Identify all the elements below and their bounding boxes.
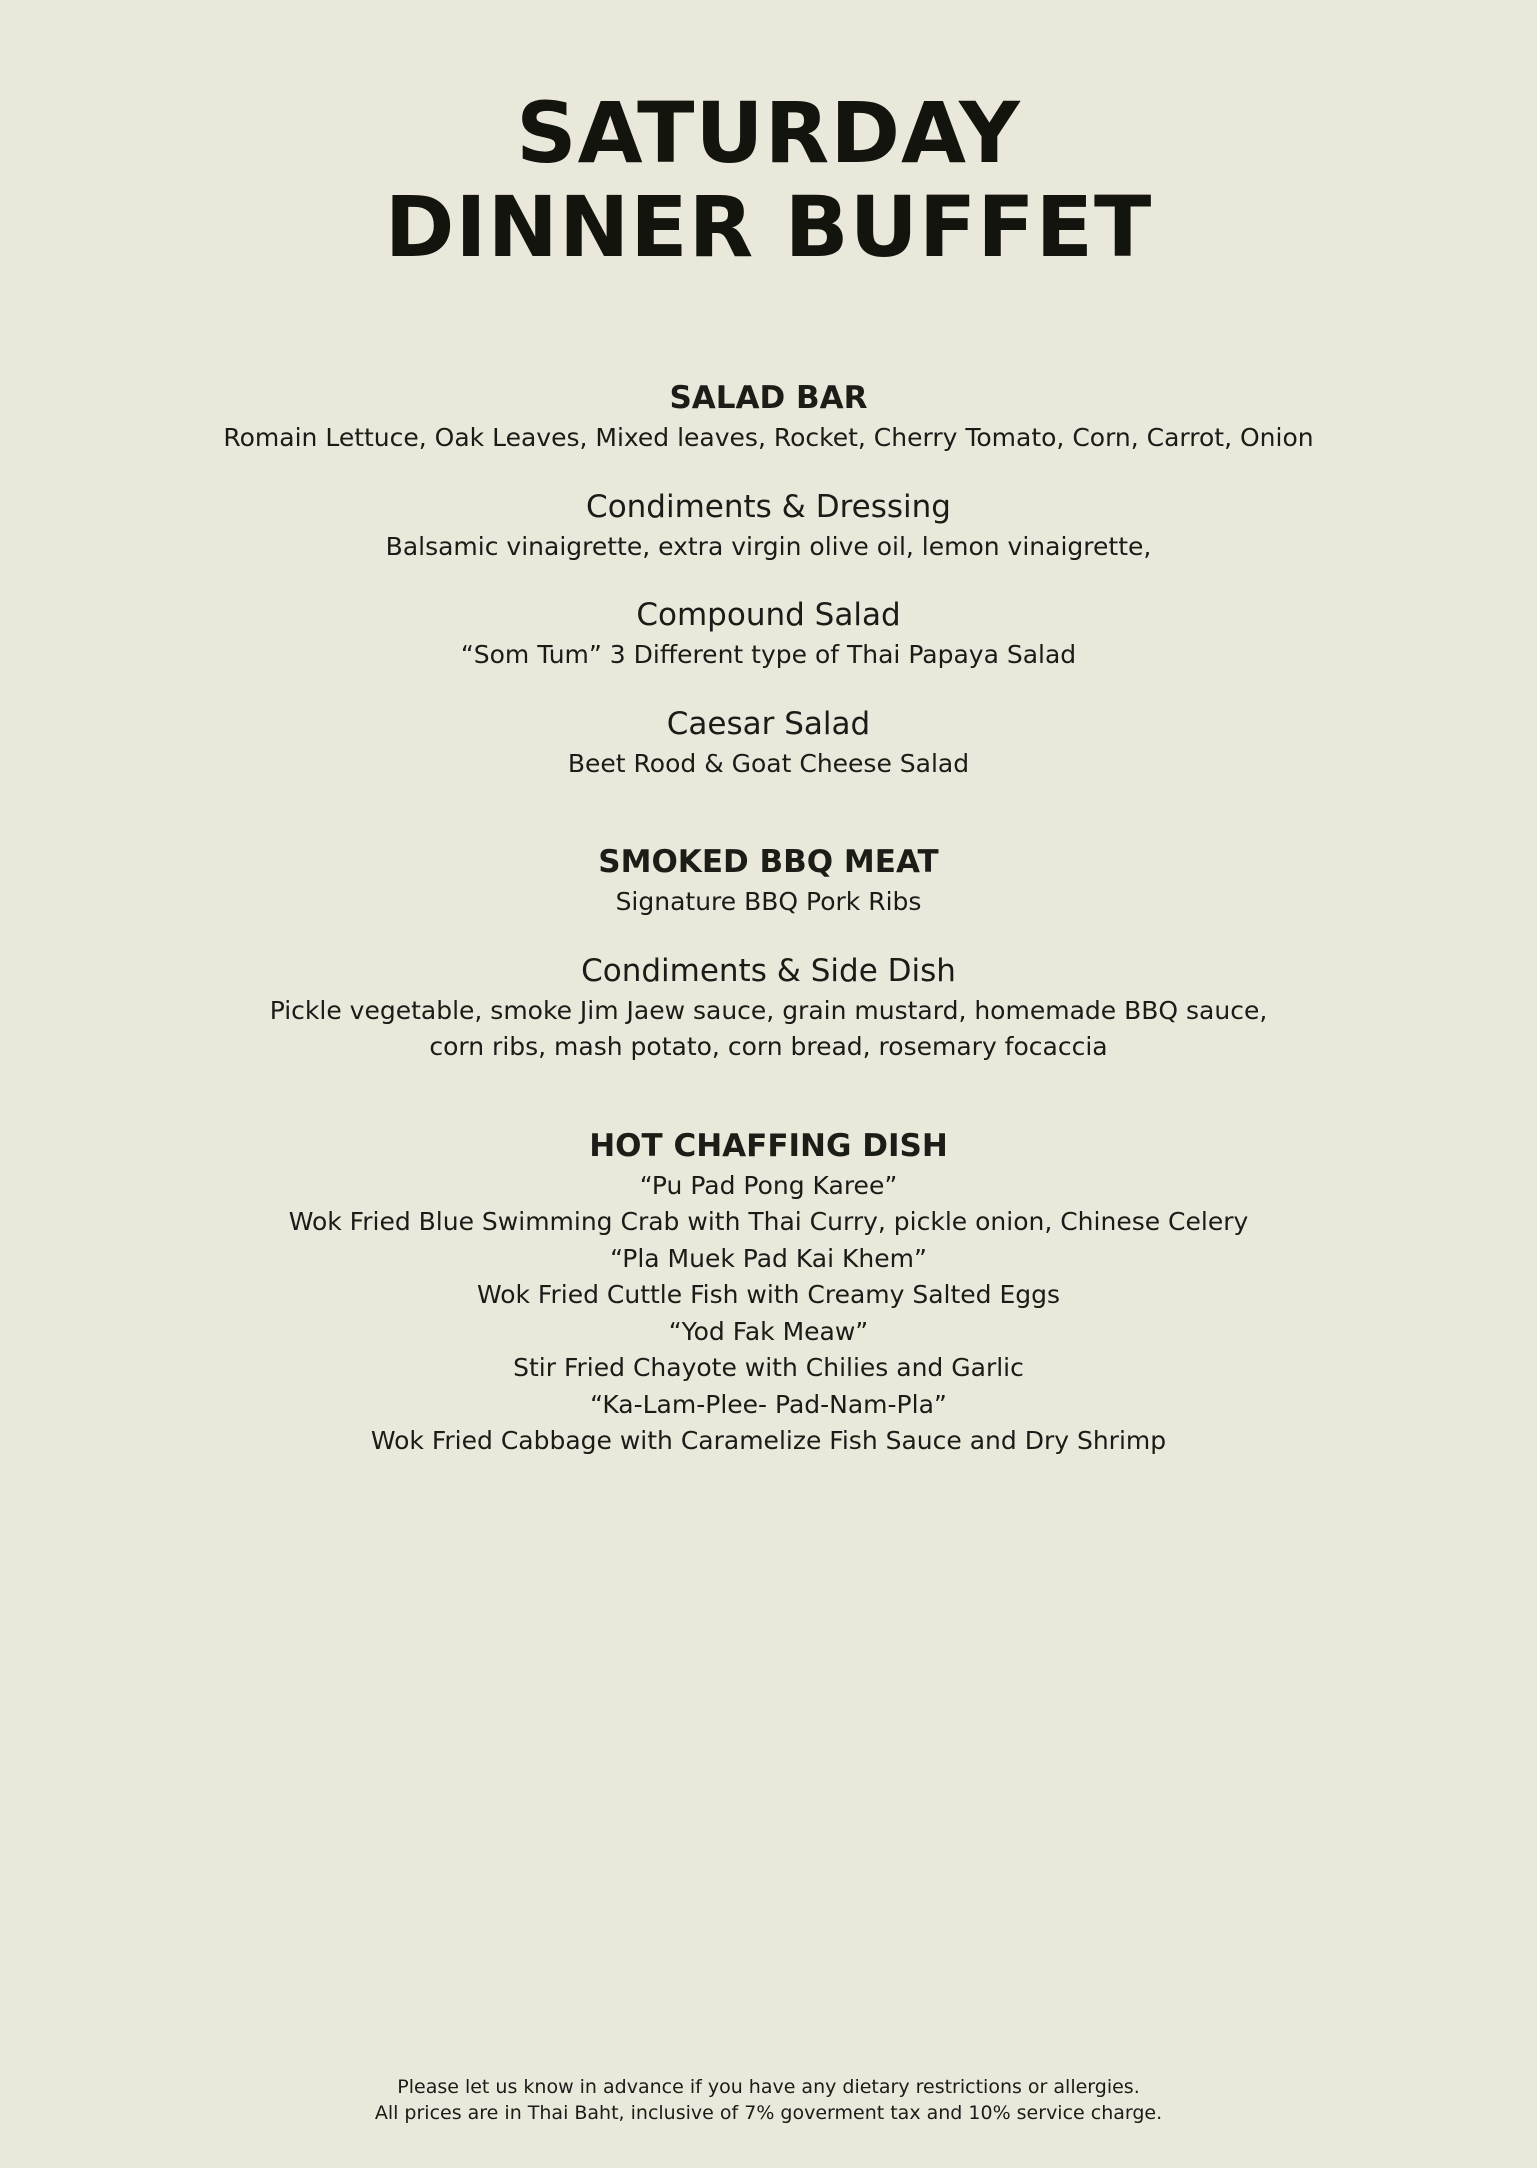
dish-name: “Pla Muek Pad Kai Khem” <box>610 1243 927 1273</box>
group-heading: Condiments & Side Dish <box>581 952 956 989</box>
section-smoked-bbq-meat <box>0 840 1537 1066</box>
dish-description: Wok Fried Blue Swimming Crab with Thai Curry, pickle onion, Chinese Celery <box>288 1207 1249 1236</box>
group-heading: Caesar Salad <box>666 705 871 742</box>
menu-group <box>0 949 1537 1066</box>
menu-group <box>0 593 1537 674</box>
footer-price-note: All prices are in Thai Baht, inclusive of 7% goverment tax and 10% service charge. <box>374 2102 1163 2124</box>
footer-note <box>0 2074 1537 2126</box>
section-heading: SALAD BAR <box>669 380 868 416</box>
menu-item: Balsamic vinaigrette, extra virgin olive oil, lemon vinaigrette, <box>385 531 1152 561</box>
group-heading: Condiments & Dressing <box>586 488 951 525</box>
dish-description: Stir Fried Chayote with Chilies and Garlic <box>513 1353 1024 1382</box>
menu-item: Pickle vegetable, smoke Jim Jaew sauce, grain mustard, homemade BBQ sauce, <box>269 995 1268 1025</box>
menu-group <box>0 485 1537 566</box>
menu-content <box>0 376 1537 1460</box>
page-title <box>0 86 1537 274</box>
section-hot-chaffing-dish <box>0 1124 1537 1460</box>
footer-allergy-note: Please let us know in advance if you have any dietary restrictions or allergies. <box>397 2076 1140 2098</box>
dish-name: “Ka-Lam-Plee- Pad-Nam-Pla” <box>590 1389 947 1419</box>
section-heading: SMOKED BBQ MEAT <box>598 844 939 880</box>
menu-item: Beet Rood & Goat Cheese Salad <box>567 748 970 778</box>
menu-group <box>0 376 1537 457</box>
title-line-2: DINNER BUFFET <box>384 178 1153 276</box>
dish-description: Wok Fried Cuttle Fish with Creamy Salted Eggs <box>476 1280 1061 1309</box>
menu-group <box>0 1124 1537 1460</box>
title-line-1: SATURDAY <box>516 84 1021 182</box>
menu-group <box>0 840 1537 921</box>
group-heading: Compound Salad <box>636 597 901 633</box>
section-heading: HOT CHAFFING DISH <box>589 1127 948 1164</box>
menu-item: Signature BBQ Pork Ribs <box>615 887 922 916</box>
dish-name: “Yod Fak Meaw” <box>668 1316 869 1346</box>
menu-item: Romain Lettuce, Oak Leaves, Mixed leaves, Rocket, Cherry Tomato, Corn, Carrot, Onion <box>223 423 1314 452</box>
menu-item: “Som Tum” 3 Different type of Thai Papaya Salad <box>460 640 1077 669</box>
menu-group <box>0 702 1537 783</box>
section-salad-bar <box>0 376 1537 782</box>
menu-item: corn ribs, mash potato, corn bread, rosemary focaccia <box>429 1032 1108 1061</box>
dish-description: Wok Fried Cabbage with Caramelize Fish Sauce and Dry Shrimp <box>370 1426 1167 1455</box>
dish-name: “Pu Pad Pong Karee” <box>639 1170 898 1200</box>
